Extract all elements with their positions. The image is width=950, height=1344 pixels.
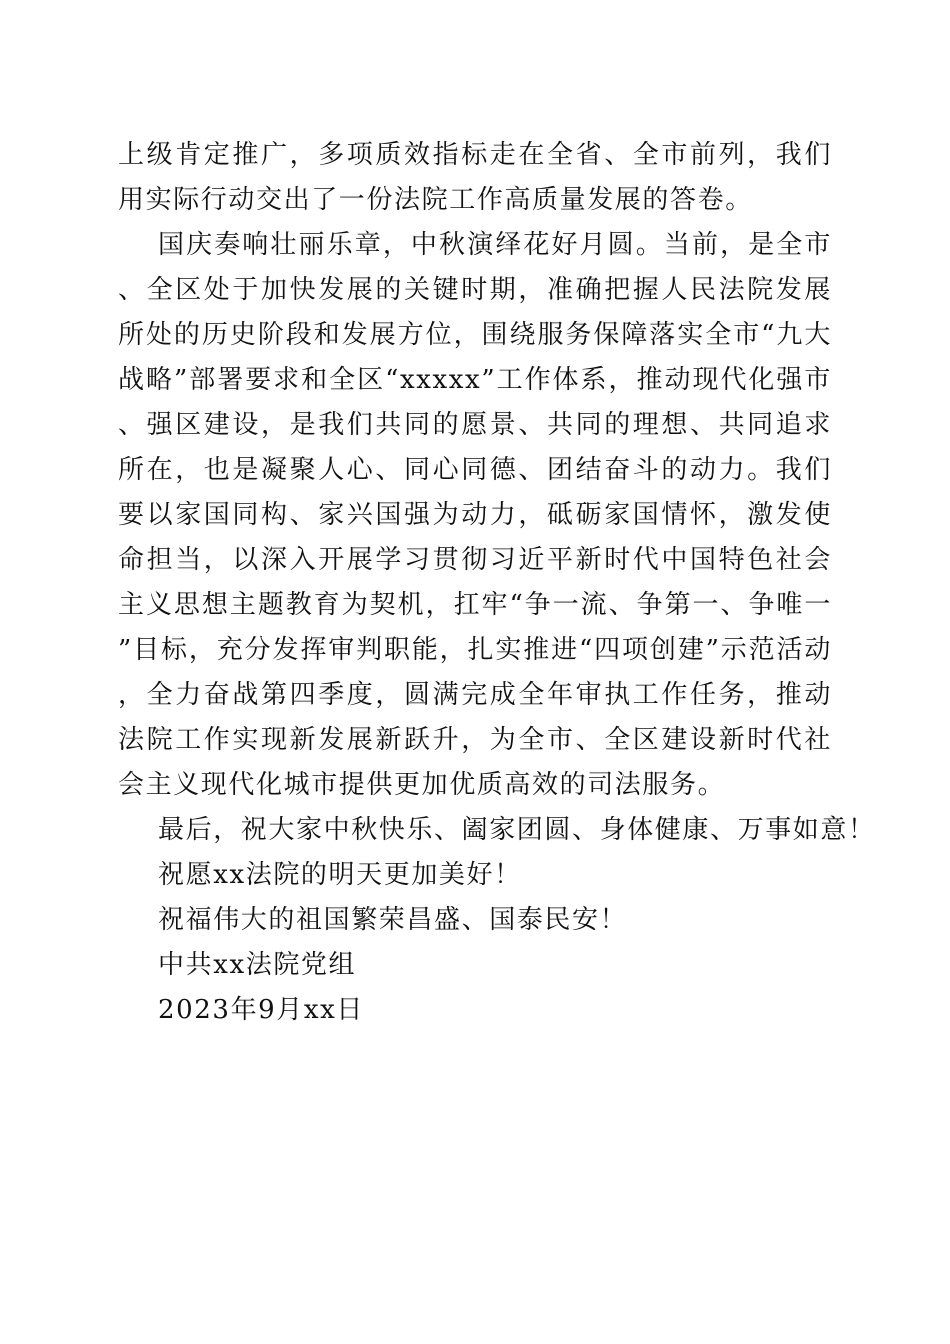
closing-wish-line: 最后，祝大家中秋快乐、阖家团圆、身体健康、万事如意！	[158, 815, 876, 845]
document-date: 2023年9月xx日	[158, 995, 365, 1025]
closing-wish-line: 祝愿xx法院的明天更加美好！	[158, 860, 522, 890]
signature: 中共xx法院党组	[158, 950, 357, 980]
paragraph-continued: 上级肯定推广，多项质效指标走在全省、全市前列，我们用实际行动交出了一份法院工作高质量发展的答卷。	[118, 140, 832, 215]
document-body	[118, 133, 876, 1033]
closing-wish-line: 祝福伟大的祖国繁荣昌盛、国泰民安！	[158, 905, 628, 935]
paragraph-main: 国庆奏响壮丽乐章，中秋演绎花好月圆。当前，是全市、全区处于加快发展的关键时期，准确把握人民法院发展所处的历史阶段和发展方位，围绕服务保障落实全市“九大战略”部署要求和全区“xxxxx”工作体系，推动现代化强市、强区建设，是我们共同的愿景、共同的理想、共同追求所在，也是凝聚人心、同心同德、团结奋斗的动力。我们要以家国同构、家兴国强为动力，砥砺家国情怀，激发使命担当，以深入开展学习贯彻习近平新时代中国特色社会主义思想主题教育为契机，扛牢“争一流、争第一、争唯一”目标，充分发挥审判职能，扎实推进“四项创建”示范活动，全力奋战第四季度，圆满完成全年审执工作任务，推动法院工作实现新发展新跃升，为全市、全区建设新时代社会主义现代化城市提供更加优质高效的司法服务。	[118, 230, 832, 800]
